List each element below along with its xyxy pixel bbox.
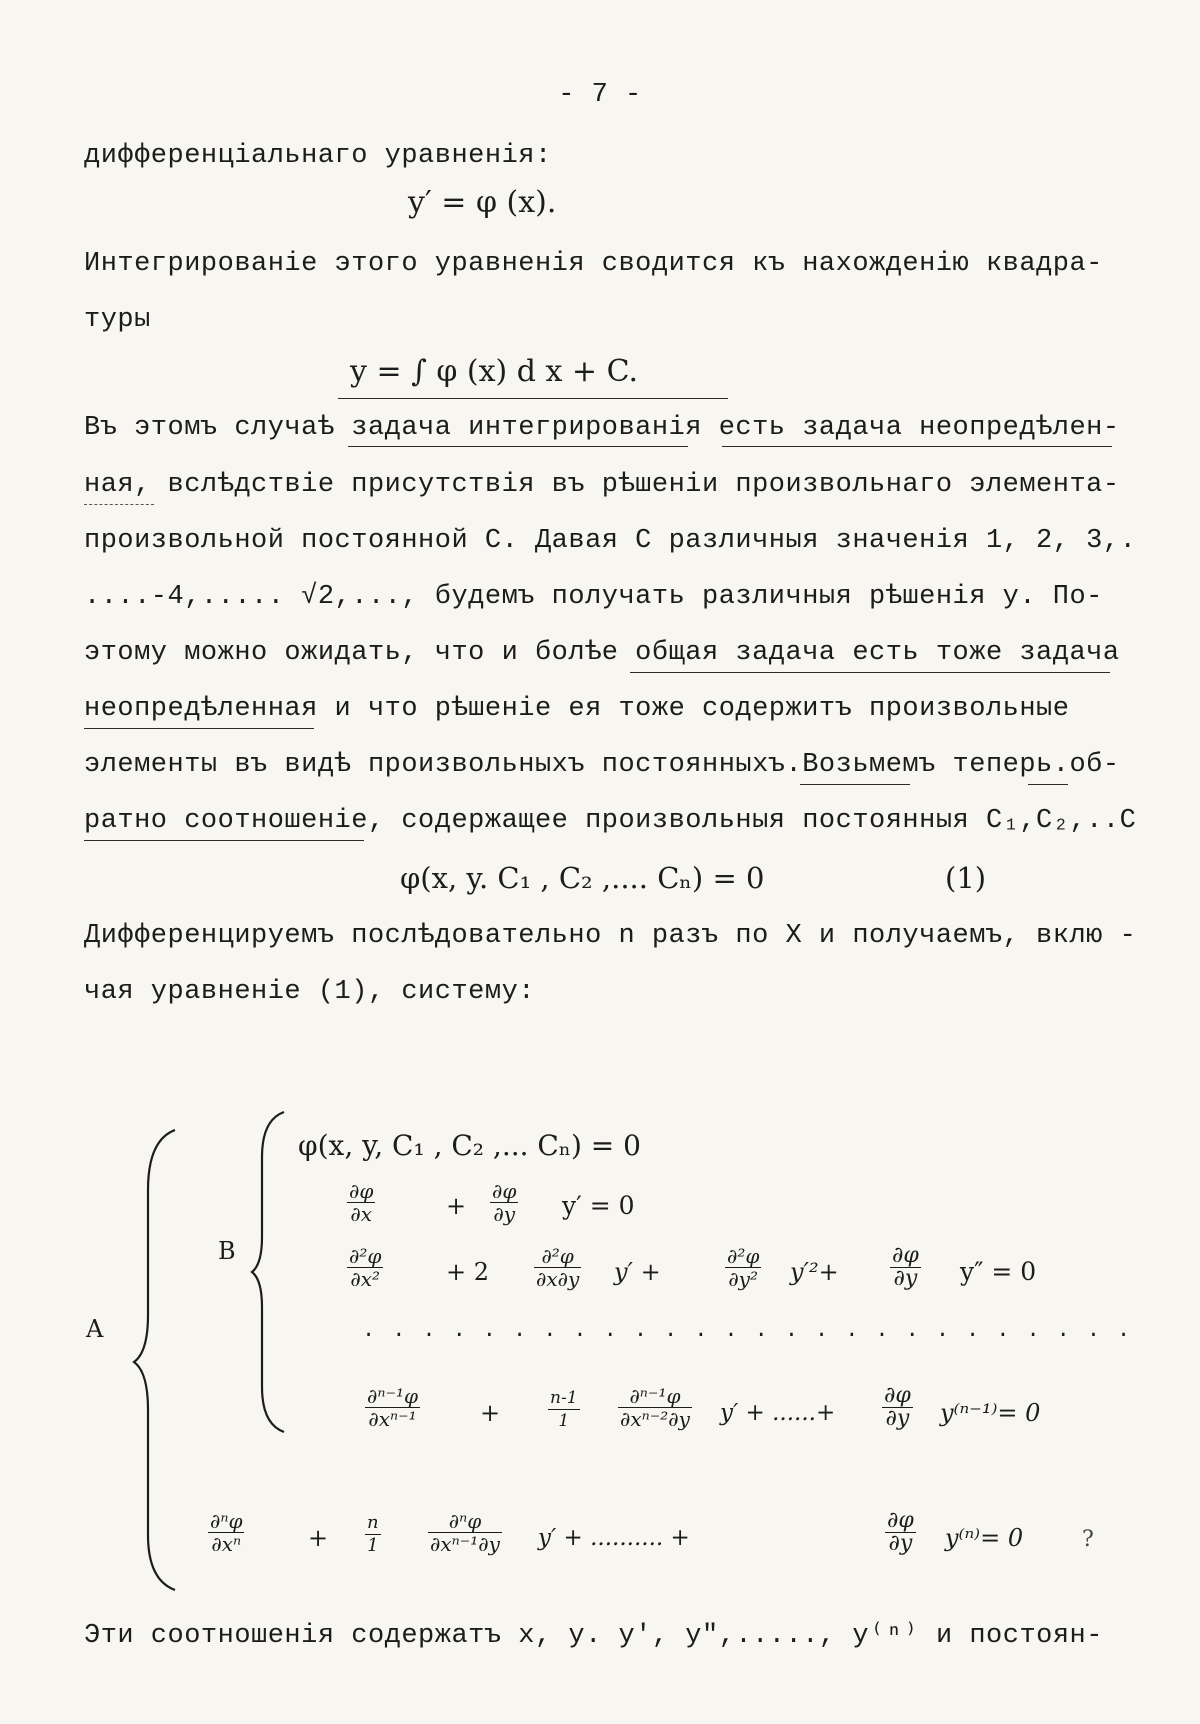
coef-num: n-1 [550,1388,578,1408]
frac-den: ∂y [890,1267,921,1290]
coef-den: 1 [365,1534,381,1557]
frac-den: ∂y [490,1202,518,1225]
frac-num: ∂φ [492,1179,517,1203]
ellipsis-row: .......................... [362,1318,1148,1343]
row-2-tail: y′ = 0 [562,1191,635,1220]
coef-num: n [367,1512,379,1533]
underline-zadacha-neopredelennaya [722,446,1112,447]
underline-ob [1028,784,1068,785]
underline-neopredelennaya [84,728,314,729]
coef-2: + 2 [446,1258,490,1286]
underline-naya [84,504,154,505]
paragraph-2-line-3: произвольной постоянной C. Давая C различныя значенія 1, 2, 3,. [84,526,1137,556]
frac-num: ∂ⁿ⁻¹φ [629,1384,681,1408]
paragraph-1-line-2: туры [84,305,151,335]
paragraph-2-line-1: Въ этомъ случаѣ задача интегрированія есть задача неопредѣлен- [84,413,1120,443]
paragraph-3-line-2: чая уравненіе (1), систему: [84,977,535,1007]
frac-num: ∂²φ [541,1244,574,1268]
equation-integral: y = ∫ φ (x) d x + C. [350,354,639,389]
frac-den: ∂xⁿ⁻¹∂y [430,1532,500,1556]
frac-num: ∂ⁿ⁻¹φ [367,1384,419,1408]
paragraph-2-line-4: ....-4,..... √2,..., будемъ получать различныя рѣшенія y. По- [84,582,1103,612]
frac-num: ∂²φ [727,1244,760,1268]
equation-1: φ(x, y. C₁ , C₂ ,.... Cₙ) = 0 [400,861,765,895]
frac-num: ∂φ [884,1383,911,1408]
underline-obratno-sootnoshenie [84,840,364,841]
row-6-tail: y⁽ⁿ⁾= 0 [945,1524,1024,1552]
paragraph-2-line-6: неопредѣленная и что рѣшеніе ея тоже содержитъ произвольные [84,694,1070,724]
plus-sign: + [308,1524,329,1552]
equation-derivative: y′ = φ (x). [408,185,557,220]
plus-sign: + [446,1192,467,1220]
coef-den: 1 [548,1409,580,1432]
frac-den: ∂x² [347,1267,383,1290]
row-6-term-2: y′ + .......... + [538,1525,690,1551]
frac-den: ∂y [882,1407,913,1430]
frac-den: ∂xⁿ⁻¹ [365,1407,420,1430]
row-5-tail: y⁽ⁿ⁻¹⁾= 0 [940,1399,1041,1427]
equation-1-number: (1) [945,861,987,895]
label-b: B [218,1237,236,1265]
frac-num: ∂²φ [349,1244,382,1268]
integral-underline [338,398,728,399]
underline-vozmem [800,784,910,785]
frac-num: ∂φ [892,1243,919,1268]
brace-a [130,1130,190,1590]
paragraph-2-line-2: ная, вслѣдствіе присутствія въ рѣшеніи произвольнаго элемента- [84,470,1120,500]
frac-num: ∂ⁿφ [448,1509,482,1533]
row-3-term-3: y′²+ [790,1258,839,1286]
underline-obshchaya-zadacha [630,672,1110,673]
intro-line: дифференціальнаго уравненія: [84,141,552,171]
frac-num: ∂ⁿφ [210,1509,243,1533]
frac-den: ∂x [347,1202,375,1225]
system-row-1: φ(x, y, C₁ , C₂ ,... Cₙ) = 0 [298,1129,641,1162]
question-mark: ? [1082,1527,1094,1552]
frac-den: ∂y² [725,1267,761,1290]
row-3-term-2: y′ + [614,1258,661,1286]
brace-b [250,1112,290,1432]
label-a: A [86,1315,104,1343]
frac-den: ∂xⁿ [208,1532,244,1555]
underline-zadacha-integrirovaniya [348,446,688,447]
paragraph-3-line-1: Дифференцируемъ послѣдовательно n разъ по X и получаемъ, вклю - [84,921,1137,951]
frac-den: ∂y [885,1532,916,1555]
frac-num: ∂φ [887,1508,914,1533]
row-3-tail: y″ = 0 [960,1257,1037,1286]
page-number: - 7 - [558,80,642,110]
paragraph-2-line-5: этому можно ожидать, что и болѣе общая задача есть тоже задача [84,638,1120,668]
frac-den: ∂x∂y [536,1267,580,1291]
paragraph-2-line-8: ратно соотношеніе, содержащее произвольныя постоянныя C₁,C₂,..C [84,806,1137,836]
last-line: Эти соотношенія содержатъ x, y. y′, y″,....., y⁽ⁿ⁾ и постоян- [84,1621,1103,1651]
row-5-term-2: y′ + ......+ [720,1400,836,1426]
frac-den: ∂xⁿ⁻²∂y [620,1407,690,1431]
paragraph-2-line-7: элементы въ видѣ произвольныхъ постоянныхъ.Возьмемъ теперь.об- [84,750,1120,780]
paragraph-1-line-1: Интегрированіе этого уравненія сводится къ нахожденію квадра- [84,249,1103,279]
plus-sign: + [480,1399,501,1427]
frac-num: ∂φ [349,1179,374,1203]
